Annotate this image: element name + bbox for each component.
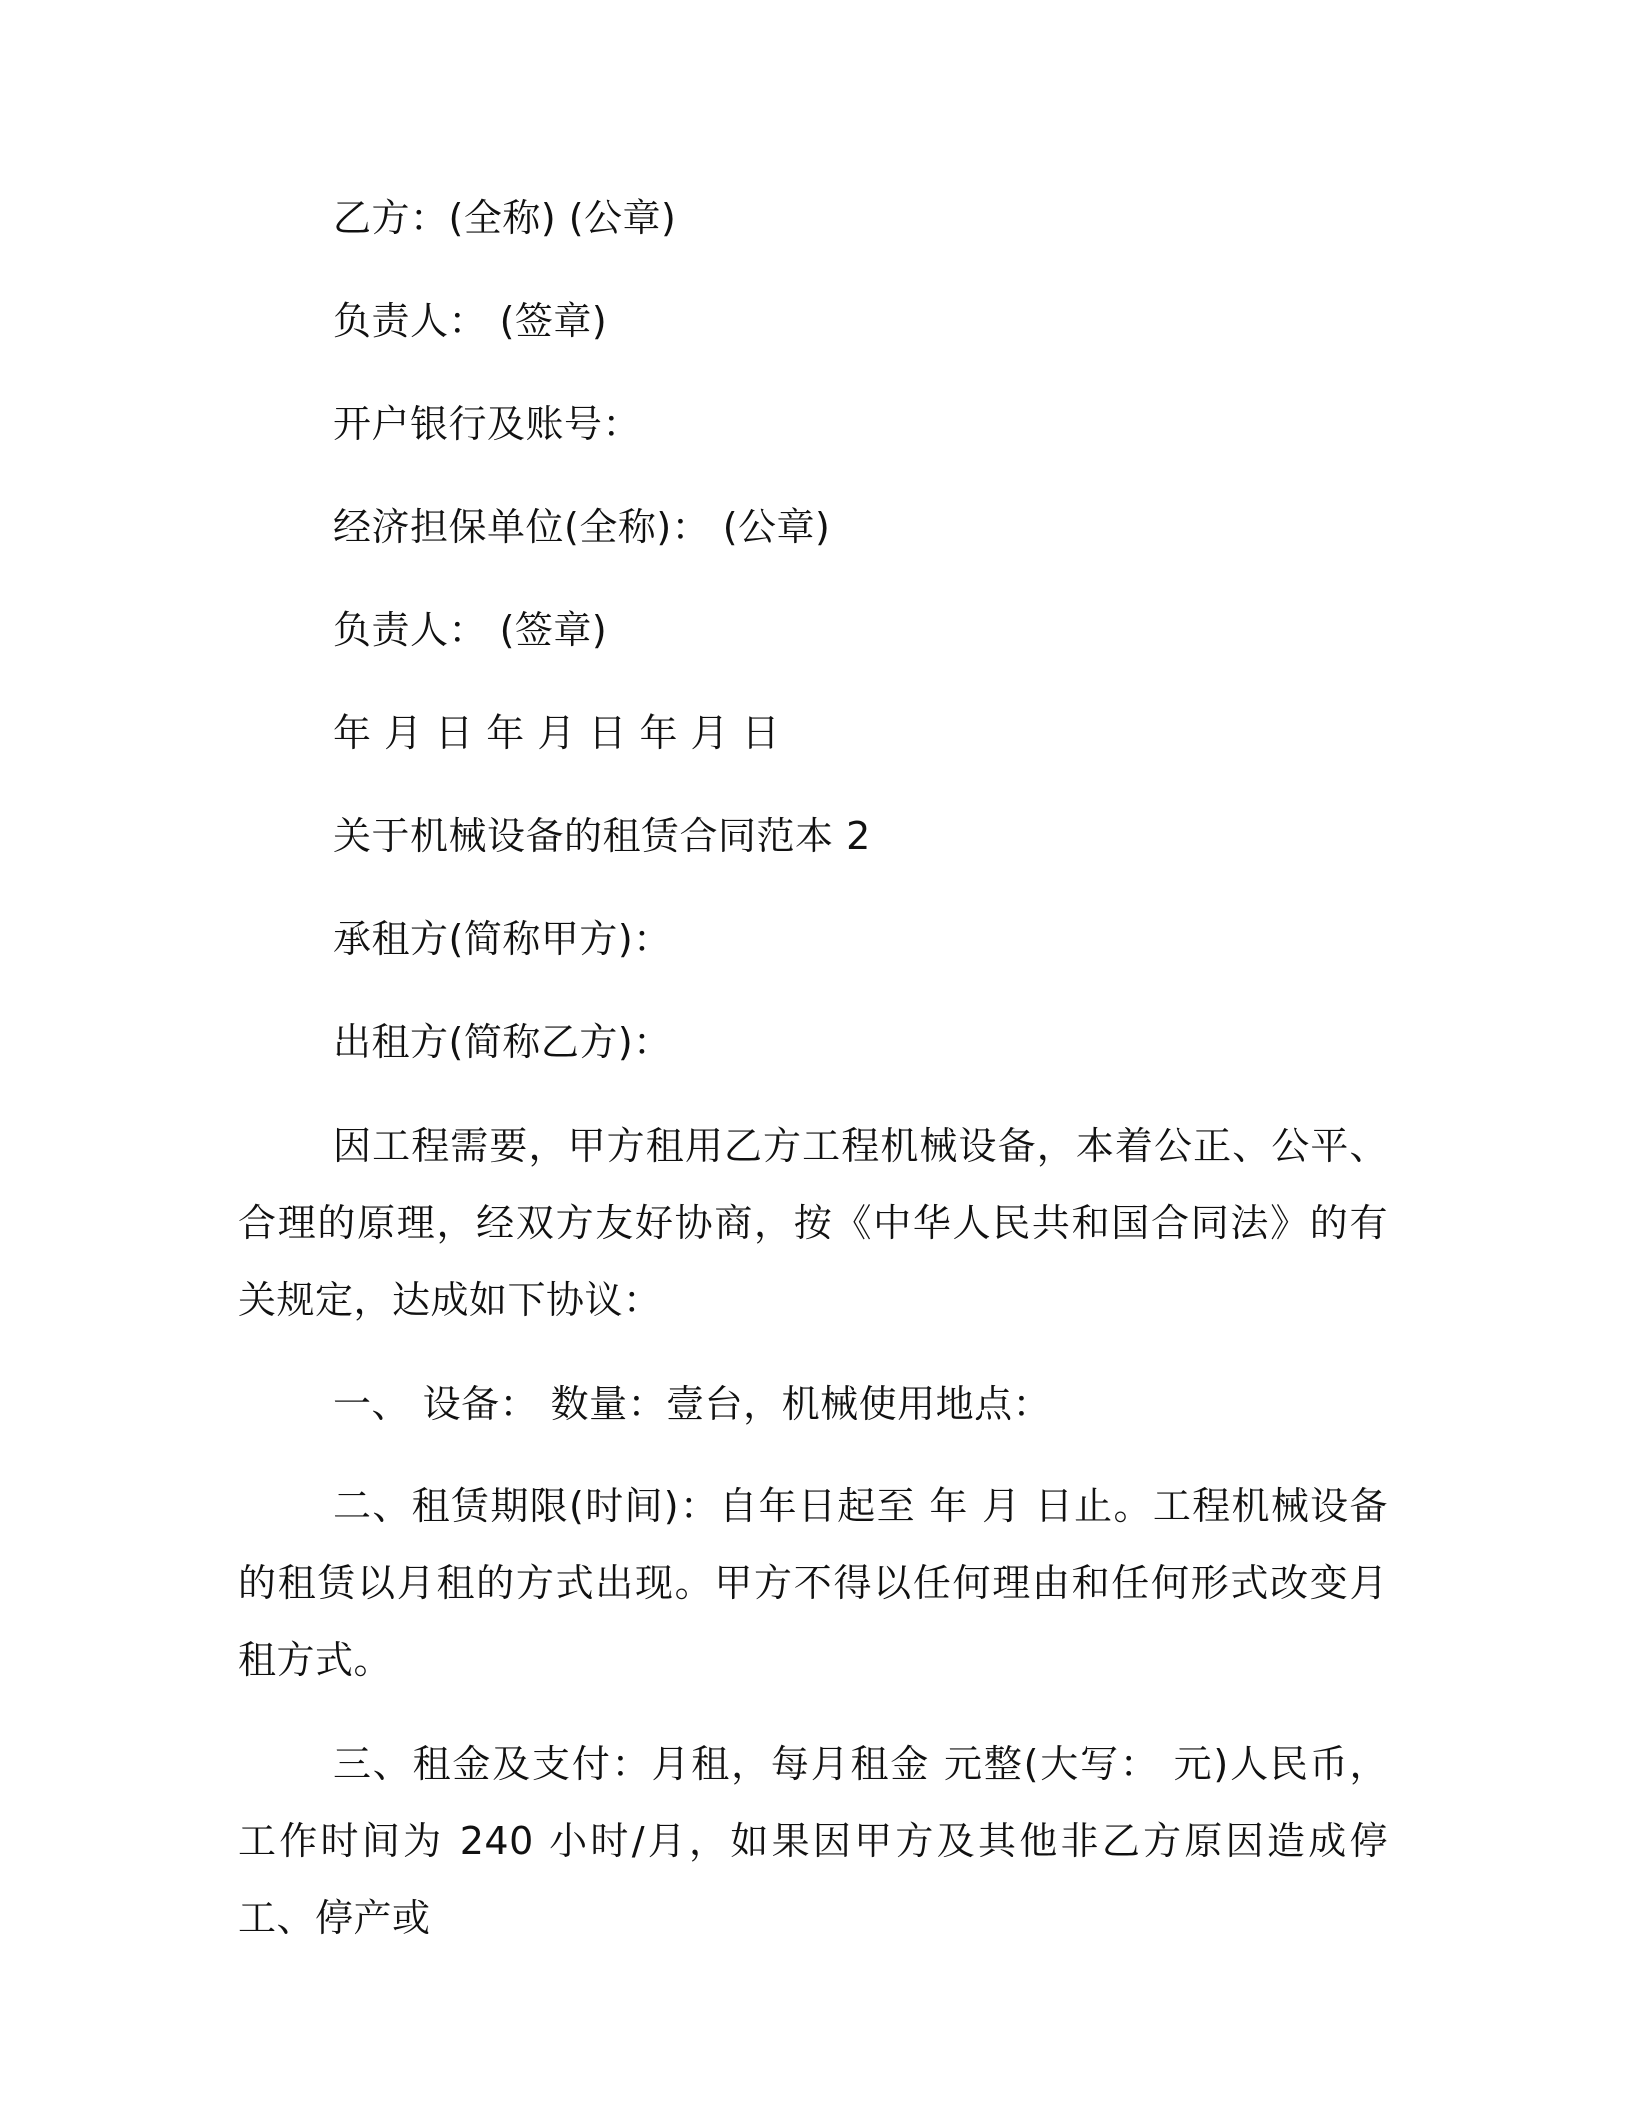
date-line: 年 月 日 年 月 日 年 月 日: [333, 711, 781, 755]
guarantor-line: 经济担保单位(全称)： (公章): [333, 505, 831, 549]
party-b-responsible-line: 负责人： (签章): [333, 299, 608, 343]
party-b-line: 乙方：(全称) (公章): [333, 196, 677, 240]
guarantor-responsible-line: 负责人： (签章): [333, 608, 608, 652]
bank-account-line: 开户银行及账号：: [333, 402, 642, 446]
lessee-line: 承租方(简称甲方)：: [333, 917, 672, 961]
contract-title: 关于机械设备的租赁合同范本 2: [333, 814, 871, 858]
clause-lease-term: 二、租赁期限(时间)：自年日起至 年 月 日止。工程机械设备的租赁以月租的方式出现。甲方不得以任何理由和任何形式改变月租方式。: [238, 1484, 1388, 1682]
clause-rent-payment: 三、租金及支付：月租，每月租金 元整(大写： 元)人民币，工作时间为 240 小时/月，如果因甲方及其他非乙方原因造成停工、停产或: [238, 1742, 1388, 1940]
preamble-paragraph: 因工程需要，甲方租用乙方工程机械设备，本着公正、公平、合理的原理，经双方友好协商，按《中华人民共和国合同法》的有关规定，达成如下协议：: [238, 1124, 1388, 1322]
clause-equipment: 一、 设备： 数量：壹台，机械使用地点：: [333, 1382, 1052, 1426]
lessor-line: 出租方(简称乙方)：: [333, 1020, 672, 1064]
